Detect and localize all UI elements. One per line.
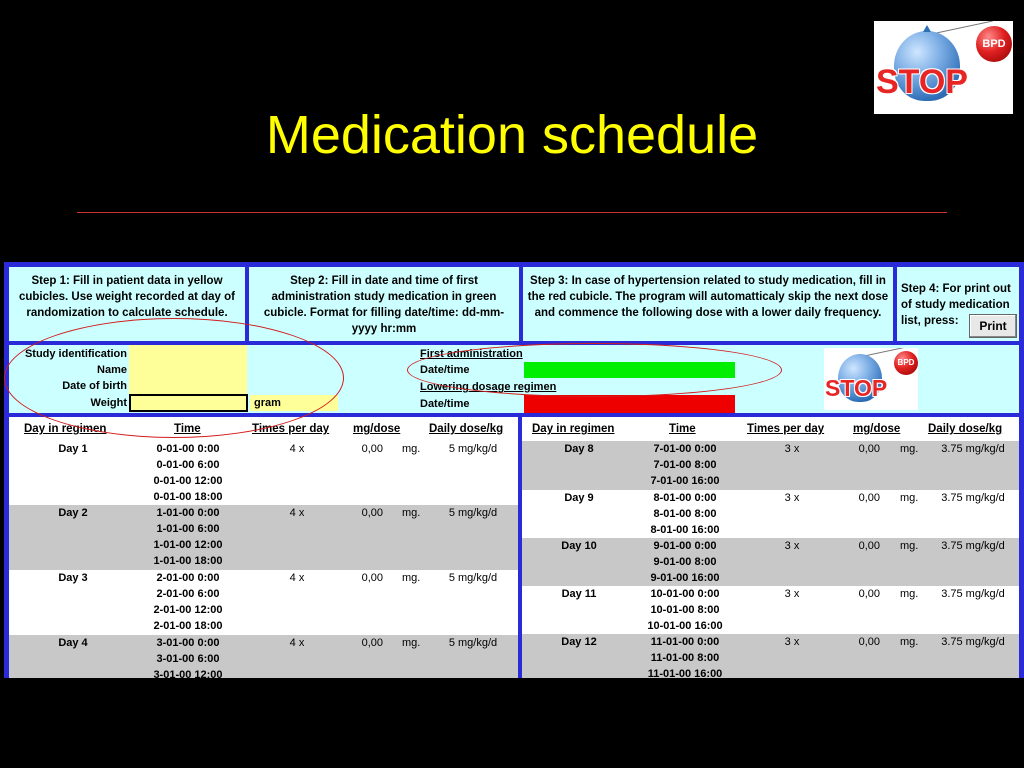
time-cell: 10-01-00 8:00	[650, 604, 720, 616]
col-header-daily-dose: Daily dose/kg	[429, 423, 504, 435]
time-cell: 8-01-00 16:00	[650, 524, 720, 536]
time-cell: 0-01-00 12:00	[153, 475, 223, 487]
weight-label: Weight	[90, 397, 127, 409]
day-block	[522, 441, 1019, 490]
day-label: Day 3	[58, 572, 88, 584]
times-per-day-cell: 3 x	[784, 588, 800, 600]
day-label: Day 8	[564, 443, 594, 455]
lowering-label: Lowering dosage regimen	[420, 381, 557, 393]
time-cell: 1-01-00 0:00	[156, 507, 220, 519]
col-header-times-per-day: Times per day	[252, 423, 330, 435]
time-cell: 0-01-00 0:00	[156, 443, 220, 455]
col-header-day: Day in regimen	[24, 423, 107, 435]
time-cell: 0-01-00 18:00	[153, 491, 223, 503]
mg-unit-cell: mg.	[900, 588, 919, 600]
step3-instructions: Step 3: In case of hypertension related to study medication, fill in the red cubicle. The program will automatticaly skip the next dose and commence the following dose with a lower daily frequency.	[523, 267, 893, 341]
day-label: Day 9	[564, 492, 594, 504]
times-per-day-cell: 3 x	[784, 540, 800, 552]
dob-input[interactable]	[129, 377, 247, 394]
stop-bpd-logo	[874, 21, 1013, 114]
time-cell: 9-01-00 0:00	[653, 540, 717, 552]
mg-dose-cell: 0,00	[361, 637, 383, 649]
col-header-times-per-day: Times per day	[747, 423, 825, 435]
time-cell: 9-01-00 16:00	[650, 572, 720, 584]
name-label: Name	[97, 364, 127, 376]
mg-dose-cell: 0,00	[858, 588, 880, 600]
day-block	[9, 635, 518, 678]
day-label: Day 2	[58, 507, 88, 519]
stop-logo-text-small: STOP	[825, 375, 888, 401]
daily-dose-cell: 3.75 mg/kg/d	[941, 492, 1005, 504]
time-cell: 11-01-00 16:00	[647, 668, 723, 678]
first-admin-datetime-label: Date/time	[420, 364, 470, 376]
stop-bpd-logo-small	[824, 348, 918, 410]
time-cell: 2-01-00 18:00	[153, 620, 223, 632]
step4-instructions	[897, 267, 1019, 341]
bpd-ball-icon-small: BPD	[894, 351, 918, 375]
first-admin-label: First administration	[420, 348, 523, 360]
times-per-day-cell: 3 x	[784, 492, 800, 504]
daily-dose-cell: 5 mg/kg/d	[448, 637, 498, 649]
day-label: Day 4	[58, 637, 88, 649]
time-cell: 7-01-00 8:00	[653, 459, 717, 471]
mg-unit-cell: mg.	[900, 443, 919, 455]
day-label: Day 1	[58, 443, 88, 455]
time-cell: 8-01-00 0:00	[653, 492, 717, 504]
schedule-left-panel	[9, 417, 518, 678]
balloon-knot-icon	[923, 25, 931, 32]
daily-dose-cell: 5 mg/kg/d	[448, 443, 498, 455]
times-per-day-cell: 4 x	[289, 507, 305, 519]
time-cell: 0-01-00 6:00	[156, 459, 220, 471]
time-cell: 1-01-00 6:00	[156, 523, 220, 535]
col-header-mg-dose: mg/dose	[353, 423, 401, 435]
col-header-daily-dose: Daily dose/kg	[928, 423, 1003, 435]
mg-dose-cell: 0,00	[858, 636, 880, 648]
patient-data-section	[9, 345, 1019, 413]
day-block	[522, 586, 1019, 634]
mg-unit-cell: mg.	[402, 443, 421, 455]
daily-dose-cell: 3.75 mg/kg/d	[941, 636, 1005, 648]
col-header-mg-dose: mg/dose	[853, 423, 901, 435]
day-label: Day 11	[561, 588, 597, 600]
weight-unit-cell	[250, 395, 338, 411]
times-per-day-cell: 3 x	[784, 636, 800, 648]
time-cell: 3-01-00 12:00	[153, 669, 223, 678]
col-header-time: Time	[174, 423, 201, 435]
mg-dose-cell: 0,00	[858, 492, 880, 504]
day-block	[9, 570, 518, 635]
time-cell: 8-01-00 8:00	[653, 508, 717, 520]
col-header-day: Day in regimen	[532, 423, 615, 435]
time-cell: 7-01-00 0:00	[653, 443, 717, 455]
day-block	[522, 538, 1019, 586]
daily-dose-cell: 3.75 mg/kg/d	[941, 443, 1005, 455]
step2-instructions: Step 2: Fill in date and time of first administration study medication in green cubicle. Format for filling date/time: dd-mm-yyyy hr:mm	[249, 267, 519, 341]
study-id-label: Study identification	[24, 348, 127, 360]
day-block	[9, 441, 518, 505]
mg-unit-cell: mg.	[402, 507, 421, 519]
time-cell: 7-01-00 16:00	[650, 475, 720, 487]
lowering-datetime-label: Date/time	[420, 398, 470, 410]
study-id-input[interactable]	[129, 345, 247, 361]
times-per-day-cell: 4 x	[289, 572, 305, 584]
daily-dose-cell: 5 mg/kg/d	[448, 572, 498, 584]
times-per-day-cell: 4 x	[289, 637, 305, 649]
step4-text: Step 4: For print out of study medication list, press:	[901, 283, 1011, 327]
weight-input[interactable]	[129, 394, 248, 412]
mg-dose-cell: 0,00	[361, 443, 383, 455]
mg-dose-cell: 0,00	[361, 507, 383, 519]
times-per-day-cell: 4 x	[289, 443, 305, 455]
time-cell: 10-01-00 16:00	[647, 620, 723, 632]
weight-unit: gram	[254, 397, 281, 409]
time-cell: 11-01-00 8:00	[650, 652, 720, 664]
lowering-datetime-input[interactable]	[524, 395, 735, 413]
mg-unit-cell: mg.	[402, 572, 421, 584]
mg-dose-cell: 0,00	[361, 572, 383, 584]
day-block	[522, 490, 1019, 538]
time-cell: 1-01-00 12:00	[153, 539, 223, 551]
times-per-day-cell: 3 x	[784, 443, 800, 455]
mg-unit-cell: mg.	[900, 540, 919, 552]
time-cell: 3-01-00 0:00	[156, 637, 220, 649]
spreadsheet	[4, 262, 1024, 678]
step1-instructions: Step 1: Fill in patient data in yellow cubicles. Use weight recorded at day of randomization to calculate schedule.	[9, 267, 245, 341]
time-cell: 2-01-00 6:00	[156, 588, 220, 600]
mg-dose-cell: 0,00	[858, 443, 880, 455]
time-cell: 1-01-00 18:00	[153, 555, 223, 567]
time-cell: 11-01-00 0:00	[650, 636, 720, 648]
day-label: Day 12	[561, 636, 597, 648]
time-cell: 2-01-00 0:00	[156, 572, 220, 584]
time-cell: 3-01-00 6:00	[156, 653, 220, 665]
daily-dose-cell: 5 mg/kg/d	[448, 507, 498, 519]
daily-dose-cell: 3.75 mg/kg/d	[941, 588, 1005, 600]
time-cell: 2-01-00 12:00	[153, 604, 223, 616]
mg-unit-cell: mg.	[900, 636, 919, 648]
slide-title: Medication schedule	[265, 105, 759, 165]
mg-dose-cell: 0,00	[858, 540, 880, 552]
title-divider	[77, 212, 947, 213]
day-block	[9, 505, 518, 570]
mg-unit-cell: mg.	[402, 637, 421, 649]
daily-dose-cell: 3.75 mg/kg/d	[941, 540, 1005, 552]
day-label: Day 10	[561, 540, 597, 552]
dob-label: Date of birth	[62, 380, 127, 392]
stop-logo-text: STOP	[876, 63, 968, 101]
first-admin-datetime-input[interactable]	[524, 362, 735, 378]
bpd-ball-icon: BPD	[976, 26, 1012, 62]
schedule-right-panel	[522, 417, 1019, 678]
name-input[interactable]	[129, 361, 247, 377]
day-block	[522, 634, 1019, 678]
print-button[interactable]: Print	[969, 314, 1017, 338]
time-cell: 10-01-00 0:00	[650, 588, 720, 600]
time-cell: 9-01-00 8:00	[653, 556, 717, 568]
col-header-time: Time	[669, 423, 696, 435]
mg-unit-cell: mg.	[900, 492, 919, 504]
